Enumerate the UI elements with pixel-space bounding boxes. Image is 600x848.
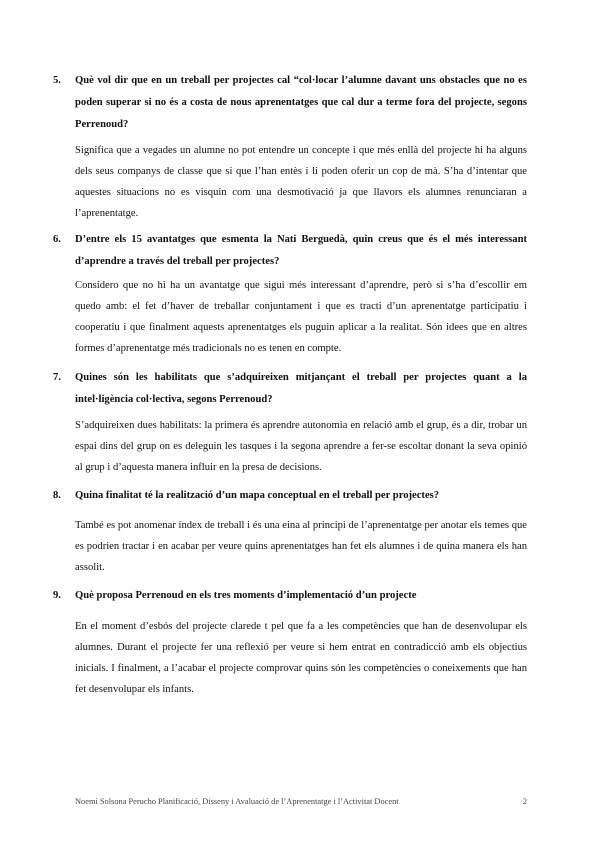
- question-number: 6.: [53, 234, 61, 245]
- question-text: Què vol dir que en un treball per projectes cal “col·locar l’alumne davant uns obstacles que no es poden superar si no és a costa de nous aprenentatges que cal dur a terme fora del projecte, segons Perrenoud?: [75, 75, 527, 130]
- footer-author-line: Noemí Solsona Perucho Planificació, Disseny i Avaluació de l’Aprenentatge i l’Activitat Docent: [75, 797, 399, 806]
- question-number: 8.: [53, 490, 61, 501]
- question-text: Quina finalitat té la realització d’un mapa conceptual en el treball per projectes?: [75, 490, 440, 501]
- question-text: Què proposa Perrenoud en els tres moments d’implementació d’un projecte: [75, 590, 417, 601]
- answer-7: S’adquireixen dues habilitats: la primera és aprendre autonomia en relació amb el grup, és a dir, trobar un espai dins del grup on es deleguin les tasques i la segona aprendre a fer-se escoltar donant la seva opinió al grup i d’aquesta manera influir en la presa de decisions.: [75, 420, 527, 473]
- answer-5: Significa que a vegades un alumne no pot entendre un concepte i que més enllà del projecte hi ha alguns dels seus companys de classe que si que l’han entès i li poden oferir un cop de mà. S’ha d’intentar que aquestes situacions no es visquin com una desmotivació ja que llavors els alumnes renunciaran a l’aprenentatge.: [75, 145, 527, 219]
- question-6: [53, 229, 527, 273]
- question-5: [53, 70, 527, 136]
- question-text: Quines són les habilitats que s’adquireixen mitjançant el treball per projectes quant a la intel·ligència col·lectiva, segons Perrenoud?: [75, 372, 527, 405]
- answer-6: Considero que no hi ha un avantatge que sigui més interessant d’aprendre, però si s’ha d’escollir em quedo amb: el fet d’haver de treballar conjuntament i que es tracti d’un aprenentatge participatiu i cooperatiu i que finalment aquests aprenentatges els puguin aplicar a la realitat. Són idees que en altres formes d’aprenentatge més tradicionals no es tenen en compte.: [75, 280, 527, 354]
- question-text: D’entre els 15 avantatges que esmenta la Nati Berguedà, quin creus que és el més interessant d’aprendre a través del treball per projectes?: [75, 234, 527, 267]
- answer-9: En el moment d’esbós del projecte clarede t pel que fa a les competències que han de desenvolupar els alumnes. Durant el projecte fer una reflexió per veure si hem entrat en contradicció amb els objectius inicials. I finalment, a l’acabar el projecte comprovar quins són les competències o coneixements que han fet desenvolupar els infants.: [75, 621, 527, 695]
- question-7: [53, 367, 527, 411]
- page-number: 2: [522, 797, 527, 806]
- question-number: 9.: [53, 590, 61, 601]
- question-number: 7.: [53, 372, 61, 383]
- question-9: [53, 585, 527, 607]
- question-number: 5.: [53, 75, 61, 86]
- answer-8: També es pot anomenar índex de treball i és una eina al principi de l’aprenentatge per anotar els temes que es podrien tractar i en acabar per veure quins aprenentatges han fet els alumnes i de quina manera els han assolit.: [75, 520, 527, 573]
- question-8: [53, 485, 527, 507]
- page-footer: [75, 797, 527, 806]
